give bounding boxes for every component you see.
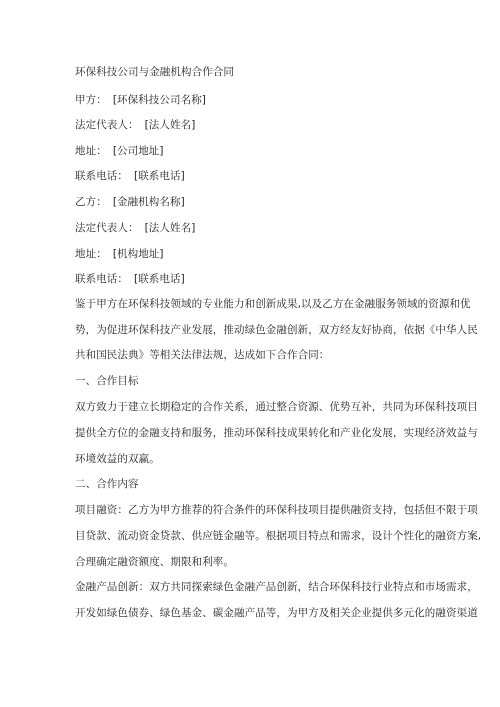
field-value: [机构地址]	[112, 248, 164, 260]
party-b-representative-field	[75, 221, 195, 235]
field-label: 法定代表人：	[75, 222, 139, 234]
preamble-line: 共和国民法典》等相关法律法规，达成如下合作合同：	[75, 349, 330, 361]
section-heading: 二、合作内容	[75, 478, 139, 490]
section-body-line: 开发如绿色债券、绿色基金、碳金融产品等，为甲方及相关企业提供多元化的融资渠道	[75, 607, 478, 619]
section-body-line: 项目融资：乙方为甲方推荐的符合条件的环保科技项目提供融资支持，包括但不限于项	[75, 504, 478, 516]
section-body-line: 合理确定融资额度、期限和利率。	[75, 556, 234, 568]
party-b-name-field	[75, 195, 185, 209]
section-body-line: 目贷款、流动资金贷款、供应链金融等。根据项目特点和需求，设计个性化的融资方案,	[75, 530, 482, 542]
field-label: 法定代表人：	[75, 119, 139, 131]
field-label: 乙方：	[75, 196, 107, 208]
preamble-line: 势，为促进环保科技产业发展，推动绿色金融创新，双方经友好协商，依据《中华人民	[75, 324, 478, 336]
preamble-line: 鉴于甲方在环保科技领域的专业能力和创新成果,以及乙方在金融服务领域的资源和优	[75, 298, 471, 310]
section-body-line: 提供全方位的金融支持和服务，推动环保科技成果转化和产业化发展，实现经济效益与	[75, 427, 478, 439]
section-body-line: 环境效益的双赢。	[75, 453, 160, 465]
field-label: 联系电话：	[75, 273, 128, 285]
field-value: [环保科技公司名称]	[112, 94, 207, 106]
document-title: 环保科技公司与金融机构合作合同	[75, 66, 234, 78]
party-a-representative-field	[75, 118, 195, 132]
field-value: [公司地址]	[112, 145, 164, 157]
party-a-phone-field	[75, 169, 185, 183]
field-value: [金融机构名称]	[112, 196, 185, 208]
field-value: [法人姓名]	[144, 119, 196, 131]
party-b-address-field	[75, 247, 164, 261]
field-value: [联系电话]	[134, 170, 185, 182]
party-b-phone-field	[75, 272, 185, 286]
party-a-address-field	[75, 144, 164, 158]
field-label: 联系电话：	[75, 170, 128, 182]
section-body-line: 金融产品创新：双方共同探索绿色金融产品创新，结合环保科技行业特点和市场需求，	[75, 581, 478, 593]
field-label: 甲方：	[75, 94, 107, 106]
field-label: 地址：	[75, 145, 107, 157]
field-value: [法人姓名]	[144, 222, 196, 234]
section-heading: 一、合作目标	[75, 375, 139, 387]
field-value: [联系电话]	[134, 273, 185, 285]
section-body-line: 双方致力于建立长期稳定的合作关系，通过整合资源、优势互补，共同为环保科技项目	[75, 401, 478, 413]
field-label: 地址：	[75, 248, 107, 260]
party-a-name-field	[75, 93, 206, 107]
